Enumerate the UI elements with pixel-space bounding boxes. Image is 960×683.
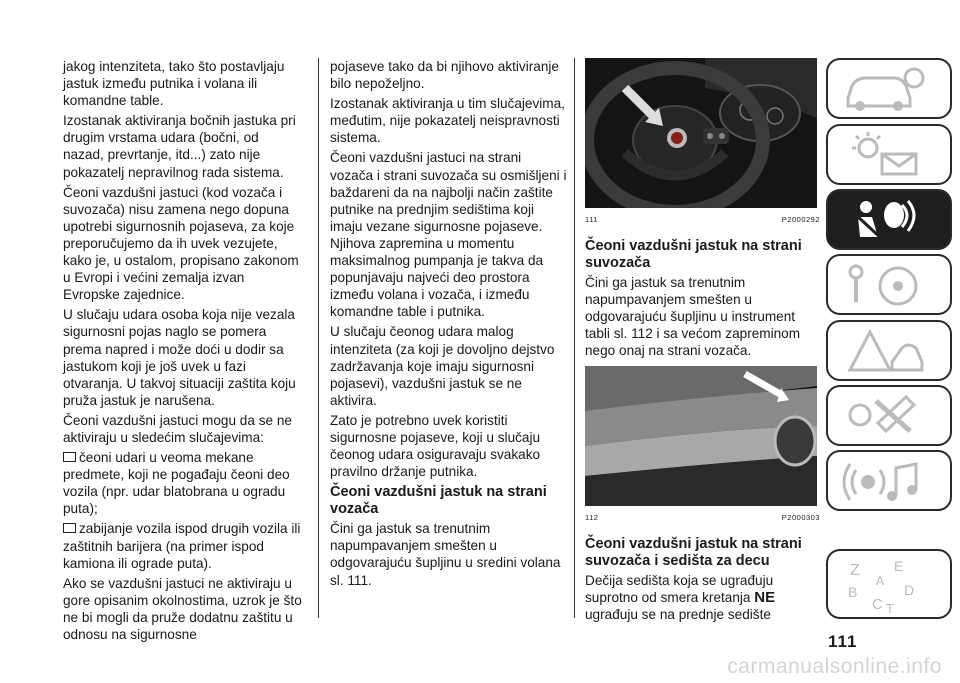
figure-number: 112 <box>585 512 599 522</box>
bullet-box-icon <box>63 523 76 533</box>
paragraph: U slučaju udara osoba koja nije vezala sigurnosni pojas naglo se pomera prema napred i može doći u dodir sa jastukom koji je još uvek u fazi otvaranja. U takvoj situaciji zaštita koju pruža jastuk je narušena. <box>63 307 296 408</box>
column-2 <box>330 58 567 592</box>
chapter-tab-starting-driving[interactable] <box>826 254 952 315</box>
paragraph: pojaseve tako da bi njihovo aktiviranje bilo nepoželjno. <box>330 59 559 92</box>
column-1 <box>63 58 303 646</box>
page-number: 111 <box>828 632 858 651</box>
chapter-tab-index[interactable] <box>826 549 952 619</box>
chapter-tab-safety[interactable] <box>826 189 952 250</box>
paragraph: jakog intenziteta, tako što postavljaju jastuk između putnika i volana ili komandne table. <box>63 59 285 109</box>
bullet-item: zabijanje vozila ispod drugih vozila ili zaštitnih barijera (na primer ispod kamiona ili ograde puta). <box>63 521 301 571</box>
paragraph: Izostanak aktiviranja bočnih jastuka pri drugim vrstama udara (bočni, od nazad, prevrtanje, itd...) zato nije pokazatelj nepravilnog rada sistema. <box>63 113 296 180</box>
safety-airbag-icon <box>842 195 932 245</box>
figure-number: 111 <box>585 215 598 224</box>
paragraph: Čini ga jastuk sa trenutnim napumpavanjem smešten u odgovarajuću šupljinu u sredini volana sl. 111. <box>330 521 561 588</box>
index-letter: Z <box>850 562 860 579</box>
figure-code: P2000292 <box>781 215 820 224</box>
figure-caption <box>585 211 820 228</box>
index-letter: B <box>848 584 858 600</box>
index-letter: C <box>872 596 883 613</box>
paragraph: Ako se vazdušni jastuci ne aktiviraju u gore opisanim okolnostima, uzrok je što ne bi mogli da pruže dodatnu zaštitu u odnosu na sigurnosne <box>63 575 302 642</box>
dashboard-photo <box>585 366 817 506</box>
tools-icon <box>842 391 932 441</box>
figure-steering-wheel <box>585 58 817 208</box>
paragraph: Čeoni vazdušni jastuci na strani vozača i strani suvozača su osmišljeni i baždareni da na najbolji način zaštite putnike na prednjim sedištima koji imaju vezane sigurnosne pojaseve. Njihova zapremina u momentu maksimalnog pumpanja je takva da popunjavaju najveći deo prostora između volana i vozača, i između komandne table i putnika. <box>330 150 567 320</box>
bullet-box-icon <box>63 452 76 462</box>
watermark: carmanualsonline.info <box>727 655 942 678</box>
chapter-tab-maintenance[interactable] <box>826 385 952 446</box>
chapter-tab-lights-messages[interactable] <box>826 124 952 185</box>
chapter-tab-multimedia[interactable] <box>826 450 952 511</box>
figure-dashboard <box>585 366 817 506</box>
chapter-tab-emergency[interactable] <box>826 320 952 381</box>
index-letter: A <box>876 574 885 588</box>
paragraph: Čeoni vazdušni jastuci mogu da se ne aktiviraju u sledećim slučajevima: <box>63 412 292 445</box>
figure-caption <box>585 509 820 526</box>
steering-wheel-photo <box>585 58 817 208</box>
figure-code: P2000303 <box>781 512 820 522</box>
index-icon <box>842 555 932 617</box>
index-letter: E <box>894 558 904 574</box>
section-heading: Čeoni vazdušni jastuk na strani vozača <box>330 484 547 518</box>
paragraph: Čini ga jastuk sa trenutnim napumpavanjem smešten u odgovarajuću šupljinu u instrument tabli sl. 112 i sa većom zapreminom nego onaj na strani vozača. <box>585 275 801 359</box>
index-letter: T <box>886 601 894 616</box>
paragraph: Dečija sedišta koja se ugrađuju suprotno od smera kretanja NE ugrađuju se na prednje sedište <box>585 572 776 622</box>
section-heading: Čeoni vazdušni jastuk na strani suvozača i sedišta za decu <box>585 535 802 569</box>
warning-word: NE <box>754 588 776 606</box>
multimedia-icon <box>842 456 932 506</box>
index-letter: D <box>904 582 915 598</box>
bullet-item: čeoni udari u veoma mekane predmete, koji ne pogađaju čeoni deo vozila (npr. udar blatobrana u ogradu puta); <box>63 450 290 517</box>
column-divider <box>318 58 319 618</box>
paragraph: Zato je potrebno uvek koristiti sigurnosne pojaseve, koji u slučaju čeonog udara osiguravaju svakako pravilno držanje putnika. <box>330 412 541 480</box>
paragraph: Izostanak aktiviranja u tim slučajevima, međutim, nije pokazatelj neispravnosti sistema. <box>330 96 565 146</box>
key-steering-icon <box>842 260 932 310</box>
column-3 <box>585 58 820 623</box>
paragraph: U slučaju čeonog udara malog intenziteta (za koji je dovoljno dejstvo zadržavanja koje imaju sigurnosni pojasevi), vazdušni jastuk se ne aktivira. <box>330 324 555 408</box>
paragraph: Čeoni vazdušni jastuci (kod vozača i suvozača) nisu zamena nego dopuna upotrebi sigurnosnih pojaseva, za koje preporučujemo da ih uvek vezujete, kako je, u ostalom, propisano zakonom u Evropi i većini zemalja izvan Evropske zajednice. <box>63 184 299 303</box>
chapter-tab-car-info[interactable] <box>826 58 952 119</box>
section-heading: Čeoni vazdušni jastuk na strani suvozača <box>585 238 802 272</box>
lights-message-icon <box>842 130 932 180</box>
warning-triangle-icon <box>842 326 932 376</box>
column-divider <box>574 58 575 618</box>
car-info-icon <box>842 64 932 114</box>
